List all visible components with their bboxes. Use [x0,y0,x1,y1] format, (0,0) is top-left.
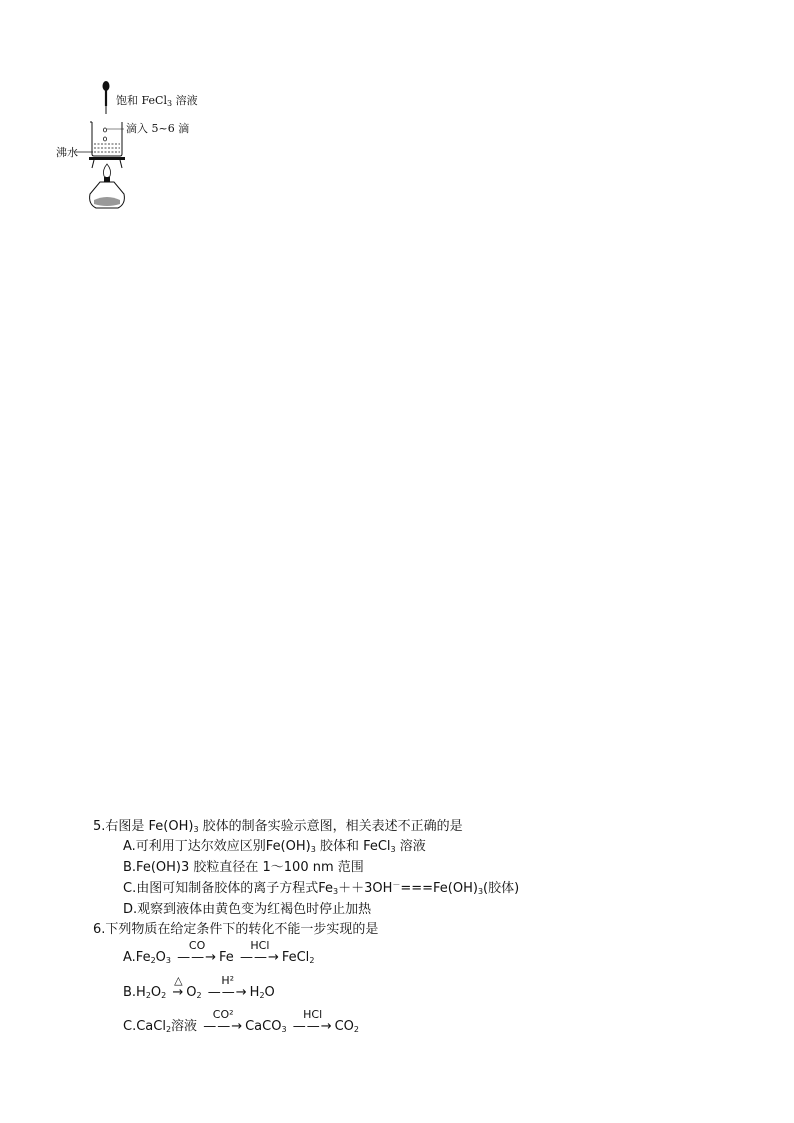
q5-option-d: D.观察到液体由黄色变为红褐色时停止加热 [123,902,372,917]
q5-option-a: A.可利用丁达尔效应区别$Fe(OH)_3$ 胶体和 FeCl$_3$ 溶液 [123,839,426,854]
reaction-arrow: △ → [172,974,185,1000]
label-reagent: 饱和 FeCl$_3$ 溶液 [116,94,198,108]
reaction-arrow: H² ——→ [207,974,248,1000]
q6-option-b: $B.H_2O_2$ △ → $O_2$ H² ——→ $H_2O$ [123,974,275,1000]
q5-stem: 5.右图是 $Fe(OH)_3$ 胶体的制备实验示意图，相关表述不正确的是 [93,819,463,834]
label-drops: 滴入 5~6 滴 [126,122,190,135]
reaction-arrow: CO ——→ [177,939,218,965]
label-water: 沸水 [56,146,78,159]
reaction-arrow: HCl ——→ [292,1008,333,1034]
q6-stem: 6.下列物质在给定条件下的转化不能一步实现的是 [93,922,379,937]
q5-option-c: C.由图可知制备胶体的离子方程式$Fe_3++3OH^-===Fe(OH)_3$(胶体) [123,880,520,896]
q6-option-a: $A.Fe_2O_3$ CO ——→ Fe HCl ——→ FeCl$_2$ [123,939,315,965]
q5-option-b: B.Fe(OH)3 胶粒直径在 1～100 nm 范围 [123,860,364,875]
q6-option-c: C.CaCl$_2$溶液 CO² ——→ CaCO$_3$ HCl ——→ $CO_2$ [123,1008,360,1034]
reaction-arrow: CO² ——→ [203,1008,244,1034]
reaction-arrow: HCl ——→ [239,939,280,965]
